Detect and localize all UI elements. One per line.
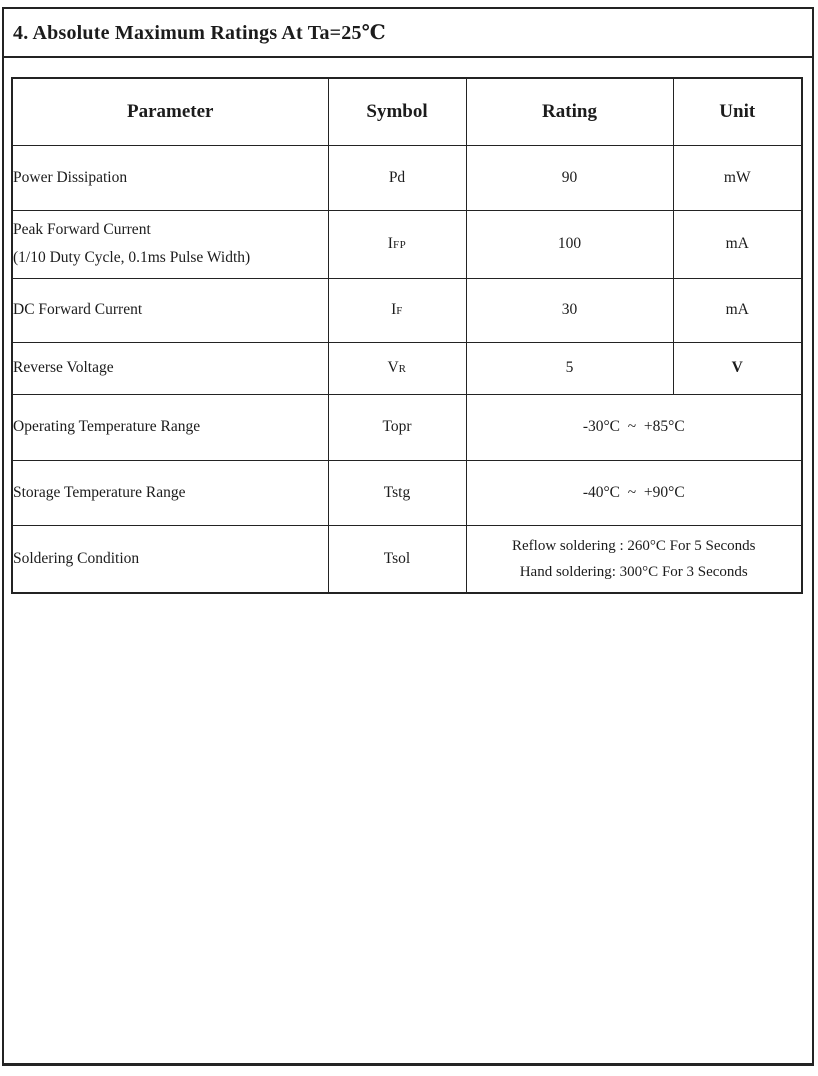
header-unit: Unit	[673, 78, 802, 145]
table-row	[12, 342, 802, 394]
parameter-cell: DC Forward Current	[12, 278, 328, 342]
table-header-row	[12, 78, 802, 145]
symbol-main: I	[387, 235, 393, 252]
page-title: 4. Absolute Maximum Ratings At Ta=25℃	[13, 22, 386, 44]
table-row	[12, 145, 802, 210]
parameter-line-1: Peak Forward Current	[13, 221, 151, 238]
header-symbol: Symbol	[328, 78, 466, 145]
rating-cell: 90	[466, 145, 673, 210]
table-row	[12, 525, 802, 593]
parameter-cell: Reverse Voltage	[12, 342, 328, 394]
absolute-maximum-ratings-table	[11, 77, 803, 594]
parameter-cell: Soldering Condition	[12, 525, 328, 593]
symbol-cell	[328, 342, 466, 394]
unit-cell: mA	[673, 278, 802, 342]
symbol-cell	[328, 394, 466, 460]
symbol-subscript: F	[396, 305, 403, 317]
parameter-cell: Power Dissipation	[12, 145, 328, 210]
unit-cell: mW	[673, 145, 802, 210]
symbol-main: Tsol	[383, 549, 411, 567]
symbol-cell	[328, 525, 466, 593]
rating-span-cell: -40°C ~ +90°C	[466, 460, 802, 525]
unit-cell: V	[673, 342, 802, 394]
rating-cell: 30	[466, 278, 673, 342]
table-row	[12, 460, 802, 525]
soldering-reflow-line: Reflow soldering : 260°C For 5 Seconds	[512, 537, 756, 554]
symbol-cell	[328, 460, 466, 525]
symbol-cell	[328, 278, 466, 342]
symbol-subscript: FP	[392, 239, 407, 251]
symbol-main: Pd	[388, 168, 406, 186]
header-parameter: Parameter	[12, 78, 328, 145]
parameter-line-2: (1/10 Duty Cycle, 0.1ms Pulse Width)	[13, 249, 251, 266]
symbol-cell	[328, 210, 466, 278]
rating-span-cell	[466, 525, 802, 593]
rating-cell: 5	[466, 342, 673, 394]
parameter-cell	[12, 210, 328, 278]
header-rating: Rating	[466, 78, 673, 145]
parameter-cell: Operating Temperature Range	[12, 394, 328, 460]
table-row	[12, 210, 802, 278]
unit-cell: mA	[673, 210, 802, 278]
symbol-main: Tstg	[383, 483, 411, 501]
symbol-main: I	[391, 301, 397, 318]
symbol-subscript: R	[398, 363, 407, 375]
parameter-cell: Storage Temperature Range	[12, 460, 328, 525]
soldering-hand-line: Hand soldering: 300°C For 3 Seconds	[519, 563, 748, 580]
table-row	[12, 394, 802, 460]
symbol-main: V	[387, 359, 399, 376]
title-band	[4, 9, 812, 58]
rating-cell: 100	[466, 210, 673, 278]
table-row	[12, 278, 802, 342]
rating-span-cell: -30°C ~ +85°C	[466, 394, 802, 460]
symbol-main: Topr	[382, 418, 412, 435]
symbol-cell	[328, 145, 466, 210]
